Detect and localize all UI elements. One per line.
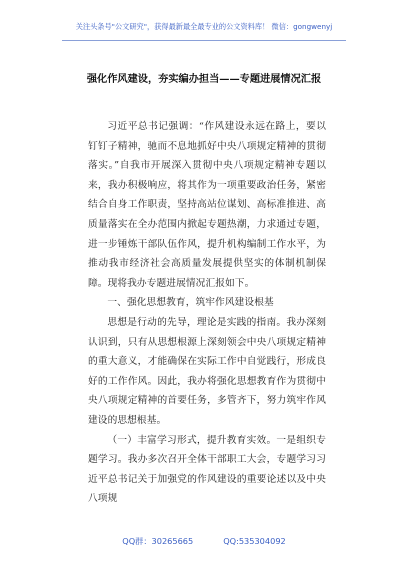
section1-subsection1: （一）丰富学习形式，提升教育实效。一是组织专题学习。我办多次召开全体干部职工大会，专题学习习近平总书记关于加强党的作风建设的重要论述以及中央八项规 [88, 434, 326, 505]
section1-heading: 一、强化思想教育，筑牢作风建设根基 [107, 297, 274, 309]
section1-paragraph: 思想是行动的先导，理论是实践的指南。我办深刻认识到，只有从思想根源上深刻领会中央八项规定精神的重大意义，才能确保在实际工作中自觉践行，形成良好的工作作风。因此，我办将强化思想教育作为贯彻中央八项规定精神的首要任务，多管齐下，努力筑牢作风建设的思想根基。 [88, 316, 326, 426]
page-footer [0, 536, 408, 547]
footer-qq-group: QQ群：30265665 [122, 536, 194, 546]
header-rule [62, 40, 346, 41]
footer-qq: QQ:535304092 [223, 536, 286, 546]
page-header: 关注头条号"公文研究"，获得最新最全最专业的公文资料库！ 微信：gongwenyj [75, 22, 333, 31]
document-title: 强化作风建设，夯实编办担当——专题进展情况汇报 [86, 73, 322, 85]
document-body [88, 117, 326, 509]
intro-paragraph: 习近平总书记强调：“作风建设永远在路上，要以钉钉子精神，驰而不息地抓好中央八项规定精神的贯彻落实。”自我市开展深入贯彻中央八项规定精神专题以来，我办积极响应，将其作为一项重要政治任务，紧密结合自身工作职责，坚持高站位谋划、高标准推进、高质量落实在全办范围内掀起专题热潮，力求通过专题，进一步锤炼干部队伍作风，提升机构编制工作水平，为推动我市经济社会高质量发展提供坚实的体制机制保障。现将我办专题进展情况汇报如下。 [88, 121, 326, 289]
